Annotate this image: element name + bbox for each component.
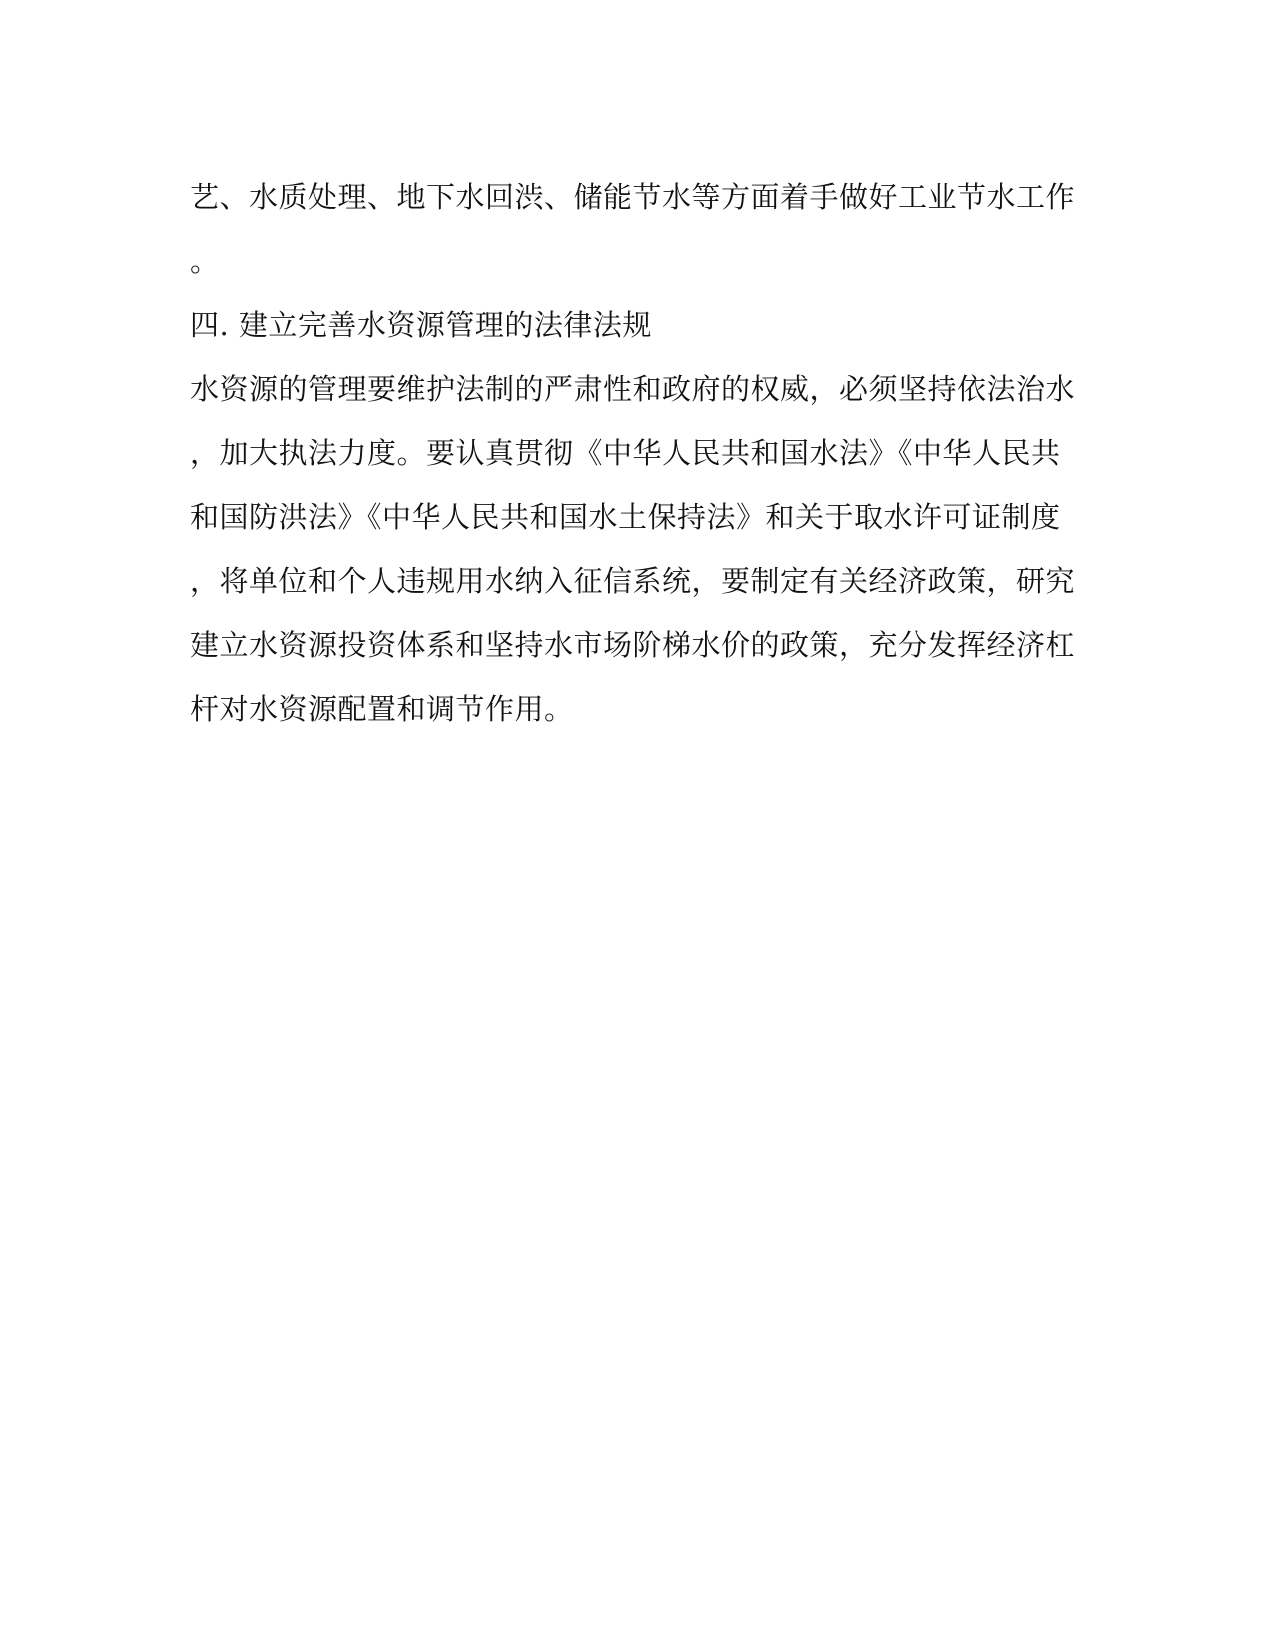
body-text-line: 水资源的管理要维护法制的严肃性和政府的权威，必须坚持依法治水 (190, 372, 1076, 406)
body-text-line: 建立水资源投资体系和坚持水市场阶梯水价的政策，充分发挥经济杠 (190, 628, 1076, 662)
document-body (190, 165, 1076, 741)
body-text-line: 和国防洪法》《中华人民共和国水土保持法》和关于取水许可证制度 (190, 500, 1061, 534)
body-text-line: 杆对水资源配置和调节作用。 (190, 692, 574, 726)
body-text-line: 艺、水质处理、地下水回渋、储能节水等方面着手做好工业节水工作 (190, 180, 1076, 214)
body-text-line: 。 (190, 244, 220, 278)
section-heading: 四. 建立完善水资源管理的法律法规 (190, 308, 652, 342)
body-text-line: ，加大执法力度。要认真贯彻《中华人民共和国水法》《中华人民共 (190, 436, 1061, 470)
body-text-line: ，将单位和个人违规用水纳入征信系统，要制定有关经济政策，研究 (190, 564, 1076, 598)
